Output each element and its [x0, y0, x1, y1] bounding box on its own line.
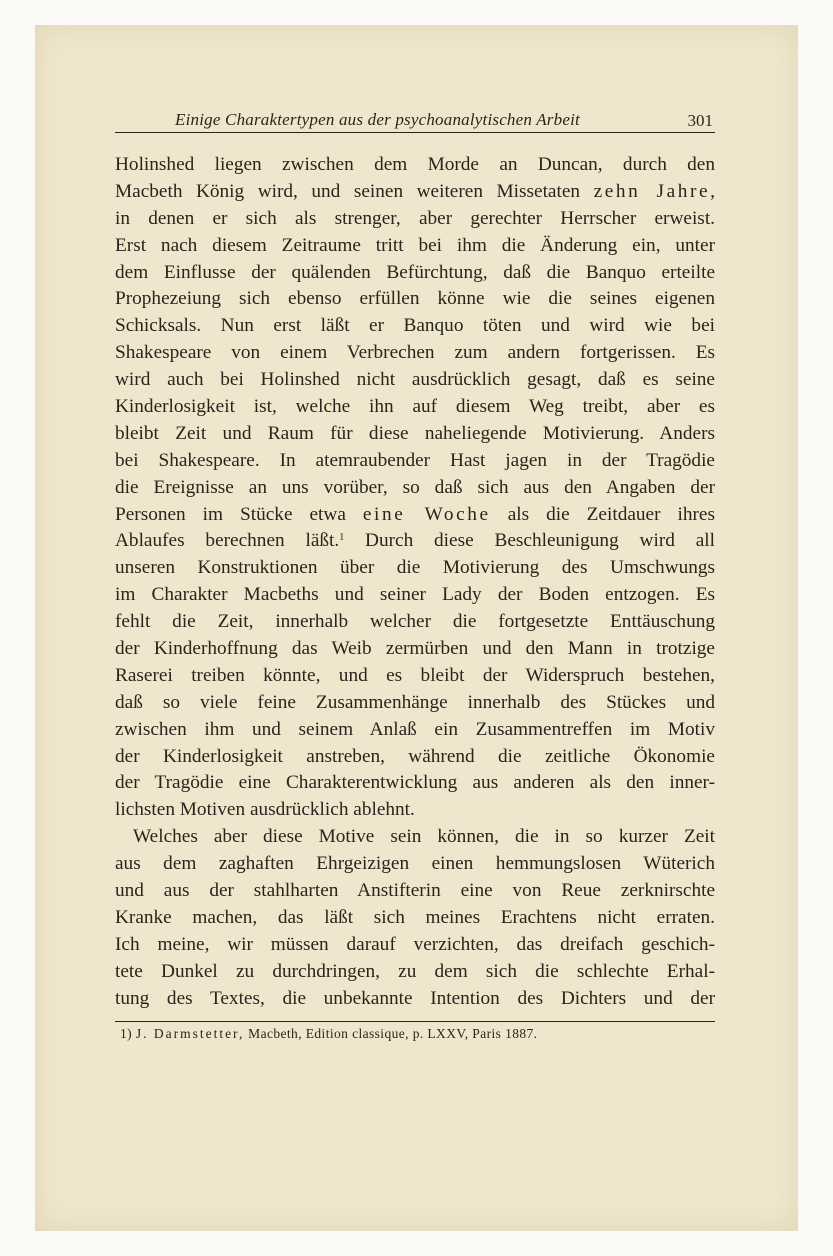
- text-line: [115, 179, 715, 206]
- text-line: [115, 475, 715, 502]
- text-segment: lichsten Motiven ausdrücklich ablehnt.: [115, 799, 415, 821]
- text-segment: der Kinderlosigkeit anstreben, während die zeitliche Ökonomie: [115, 745, 715, 767]
- text-line: [115, 905, 715, 932]
- text-segment: in denen er sich als strenger, aber gerechter Herrscher erweist.: [115, 207, 715, 229]
- text-line: [115, 555, 715, 582]
- emphasized-text: zehn Jahre: [593, 180, 711, 202]
- text-segment: Kranke machen, das läßt sich meines Erachtens nicht erraten.: [115, 906, 715, 928]
- footnote-author: J. Darmstetter,: [135, 1026, 245, 1041]
- text-segment: im Charakter Macbeths und seiner Lady der Boden entzogen. Es: [115, 584, 715, 606]
- page-number: 301: [687, 111, 713, 130]
- text-segment: Shakespeare von einem Verbrechen zum andern fortgerissen. Es: [115, 342, 715, 364]
- text-segment: ,: [710, 180, 715, 202]
- text-line: [115, 609, 715, 636]
- text-segment: Personen im Stücke etwa: [115, 503, 363, 525]
- text-line: [115, 367, 715, 394]
- text-segment: unseren Konstruktionen über die Motivierung des Umschwungs: [115, 557, 715, 579]
- text-line: [115, 770, 715, 797]
- text-line: [115, 878, 715, 905]
- text-line: [115, 152, 715, 179]
- text-segment: der Tragödie eine Charakterentwicklung aus anderen als den inner-: [115, 772, 715, 794]
- text-segment: und aus der stahlharten Anstifterin eine von Reue zerknirschte: [115, 880, 715, 902]
- text-line: [115, 959, 715, 986]
- footnote-divider: [115, 1021, 715, 1022]
- text-line: [115, 717, 715, 744]
- footnote-text: Macbeth, Edition classique, p. LXXV, Paris 1887.: [244, 1026, 538, 1041]
- text-segment: zwischen ihm und seinem Anlaß ein Zusammentreffen im Motiv: [115, 718, 715, 740]
- text-line: [115, 824, 715, 851]
- text-line: [115, 528, 715, 555]
- text-segment: fehlt die Zeit, innerhalb welcher die fortgesetzte Enttäuschung: [115, 611, 715, 633]
- text-line: [115, 851, 715, 878]
- text-segment: tung des Textes, die unbekannte Intention des Dichters und der: [115, 987, 715, 1009]
- text-line: [115, 690, 715, 717]
- text-line: [115, 340, 715, 367]
- text-line: [115, 582, 715, 609]
- text-line: [115, 206, 715, 233]
- text-segment: tete Dunkel zu durchdringen, zu dem sich die schlechte Erhal-: [115, 960, 715, 982]
- text-line: [115, 986, 715, 1013]
- text-segment: Kinderlosigkeit ist, welche ihn auf diesem Weg treibt, aber es: [115, 396, 715, 418]
- text-line: [115, 260, 715, 287]
- text-line: [115, 448, 715, 475]
- text-line: [115, 663, 715, 690]
- text-segment: die Ereignisse an uns vorüber, so daß sich aus den Angaben der: [115, 476, 715, 498]
- running-header: [115, 110, 715, 133]
- text-segment: Ablaufes berechnen läßt.: [115, 530, 340, 552]
- text-segment: Prophezeiung sich ebenso erfüllen könne wie die seines eigenen: [115, 288, 715, 310]
- text-line: [115, 932, 715, 959]
- text-segment: Erst nach diesem Zeitraume tritt bei ihm die Änderung ein, unter: [115, 234, 715, 256]
- text-line: [115, 313, 715, 340]
- text-line: [115, 286, 715, 313]
- emphasized-text: eine Woche: [362, 503, 491, 525]
- text-line: [115, 394, 715, 421]
- text-segment: Macbeth König wird, und seinen weiteren Missetaten: [115, 180, 594, 202]
- text-segment: als die Zeitdauer ihres: [490, 503, 715, 525]
- text-segment: Raserei treiben könnte, und es bleibt der Widerspruch bestehen,: [115, 664, 715, 686]
- text-segment: Durch diese Beschleunigung wird all: [344, 530, 715, 552]
- footnote-reference[interactable]: 1: [339, 532, 345, 544]
- text-line: [115, 636, 715, 663]
- text-line: [115, 502, 715, 529]
- text-line: [115, 421, 715, 448]
- text-segment: aus dem zaghaften Ehrgeizigen einen hemmungslosen Wüterich: [115, 853, 715, 875]
- footnote-marker: 1): [120, 1026, 136, 1041]
- footnote: [120, 1026, 537, 1042]
- body-text: [115, 152, 715, 1013]
- text-segment: bleibt Zeit und Raum für diese naheliegende Motivierung. Anders: [115, 422, 715, 444]
- text-segment: Welches aber diese Motive sein können, die in so kurzer Zeit: [133, 826, 715, 848]
- text-segment: bei Shakespeare. In atemraubender Hast jagen in der Tragödie: [115, 449, 715, 471]
- text-segment: daß so viele feine Zusammenhänge innerhalb des Stückes und: [115, 691, 715, 713]
- text-segment: Schicksals. Nun erst läßt er Banquo töten und wird wie bei: [115, 315, 715, 337]
- running-title: Einige Charaktertypen aus der psychoanalytischen Arbeit: [175, 110, 580, 129]
- text-segment: der Kinderhoffnung das Weib zermürben und den Mann in trotzige: [115, 638, 715, 660]
- text-segment: Holinshed liegen zwischen dem Morde an Duncan, durch den: [115, 154, 715, 175]
- text-segment: dem Einflusse der quälenden Befürchtung, daß die Banquo erteilte: [115, 261, 715, 283]
- text-segment: Ich meine, wir müssen darauf verzichten, das dreifach geschich-: [115, 933, 715, 955]
- text-segment: wird auch bei Holinshed nicht ausdrücklich gesagt, daß es seine: [115, 369, 715, 391]
- text-line: [115, 233, 715, 260]
- text-line: [115, 797, 715, 824]
- text-line: [115, 744, 715, 771]
